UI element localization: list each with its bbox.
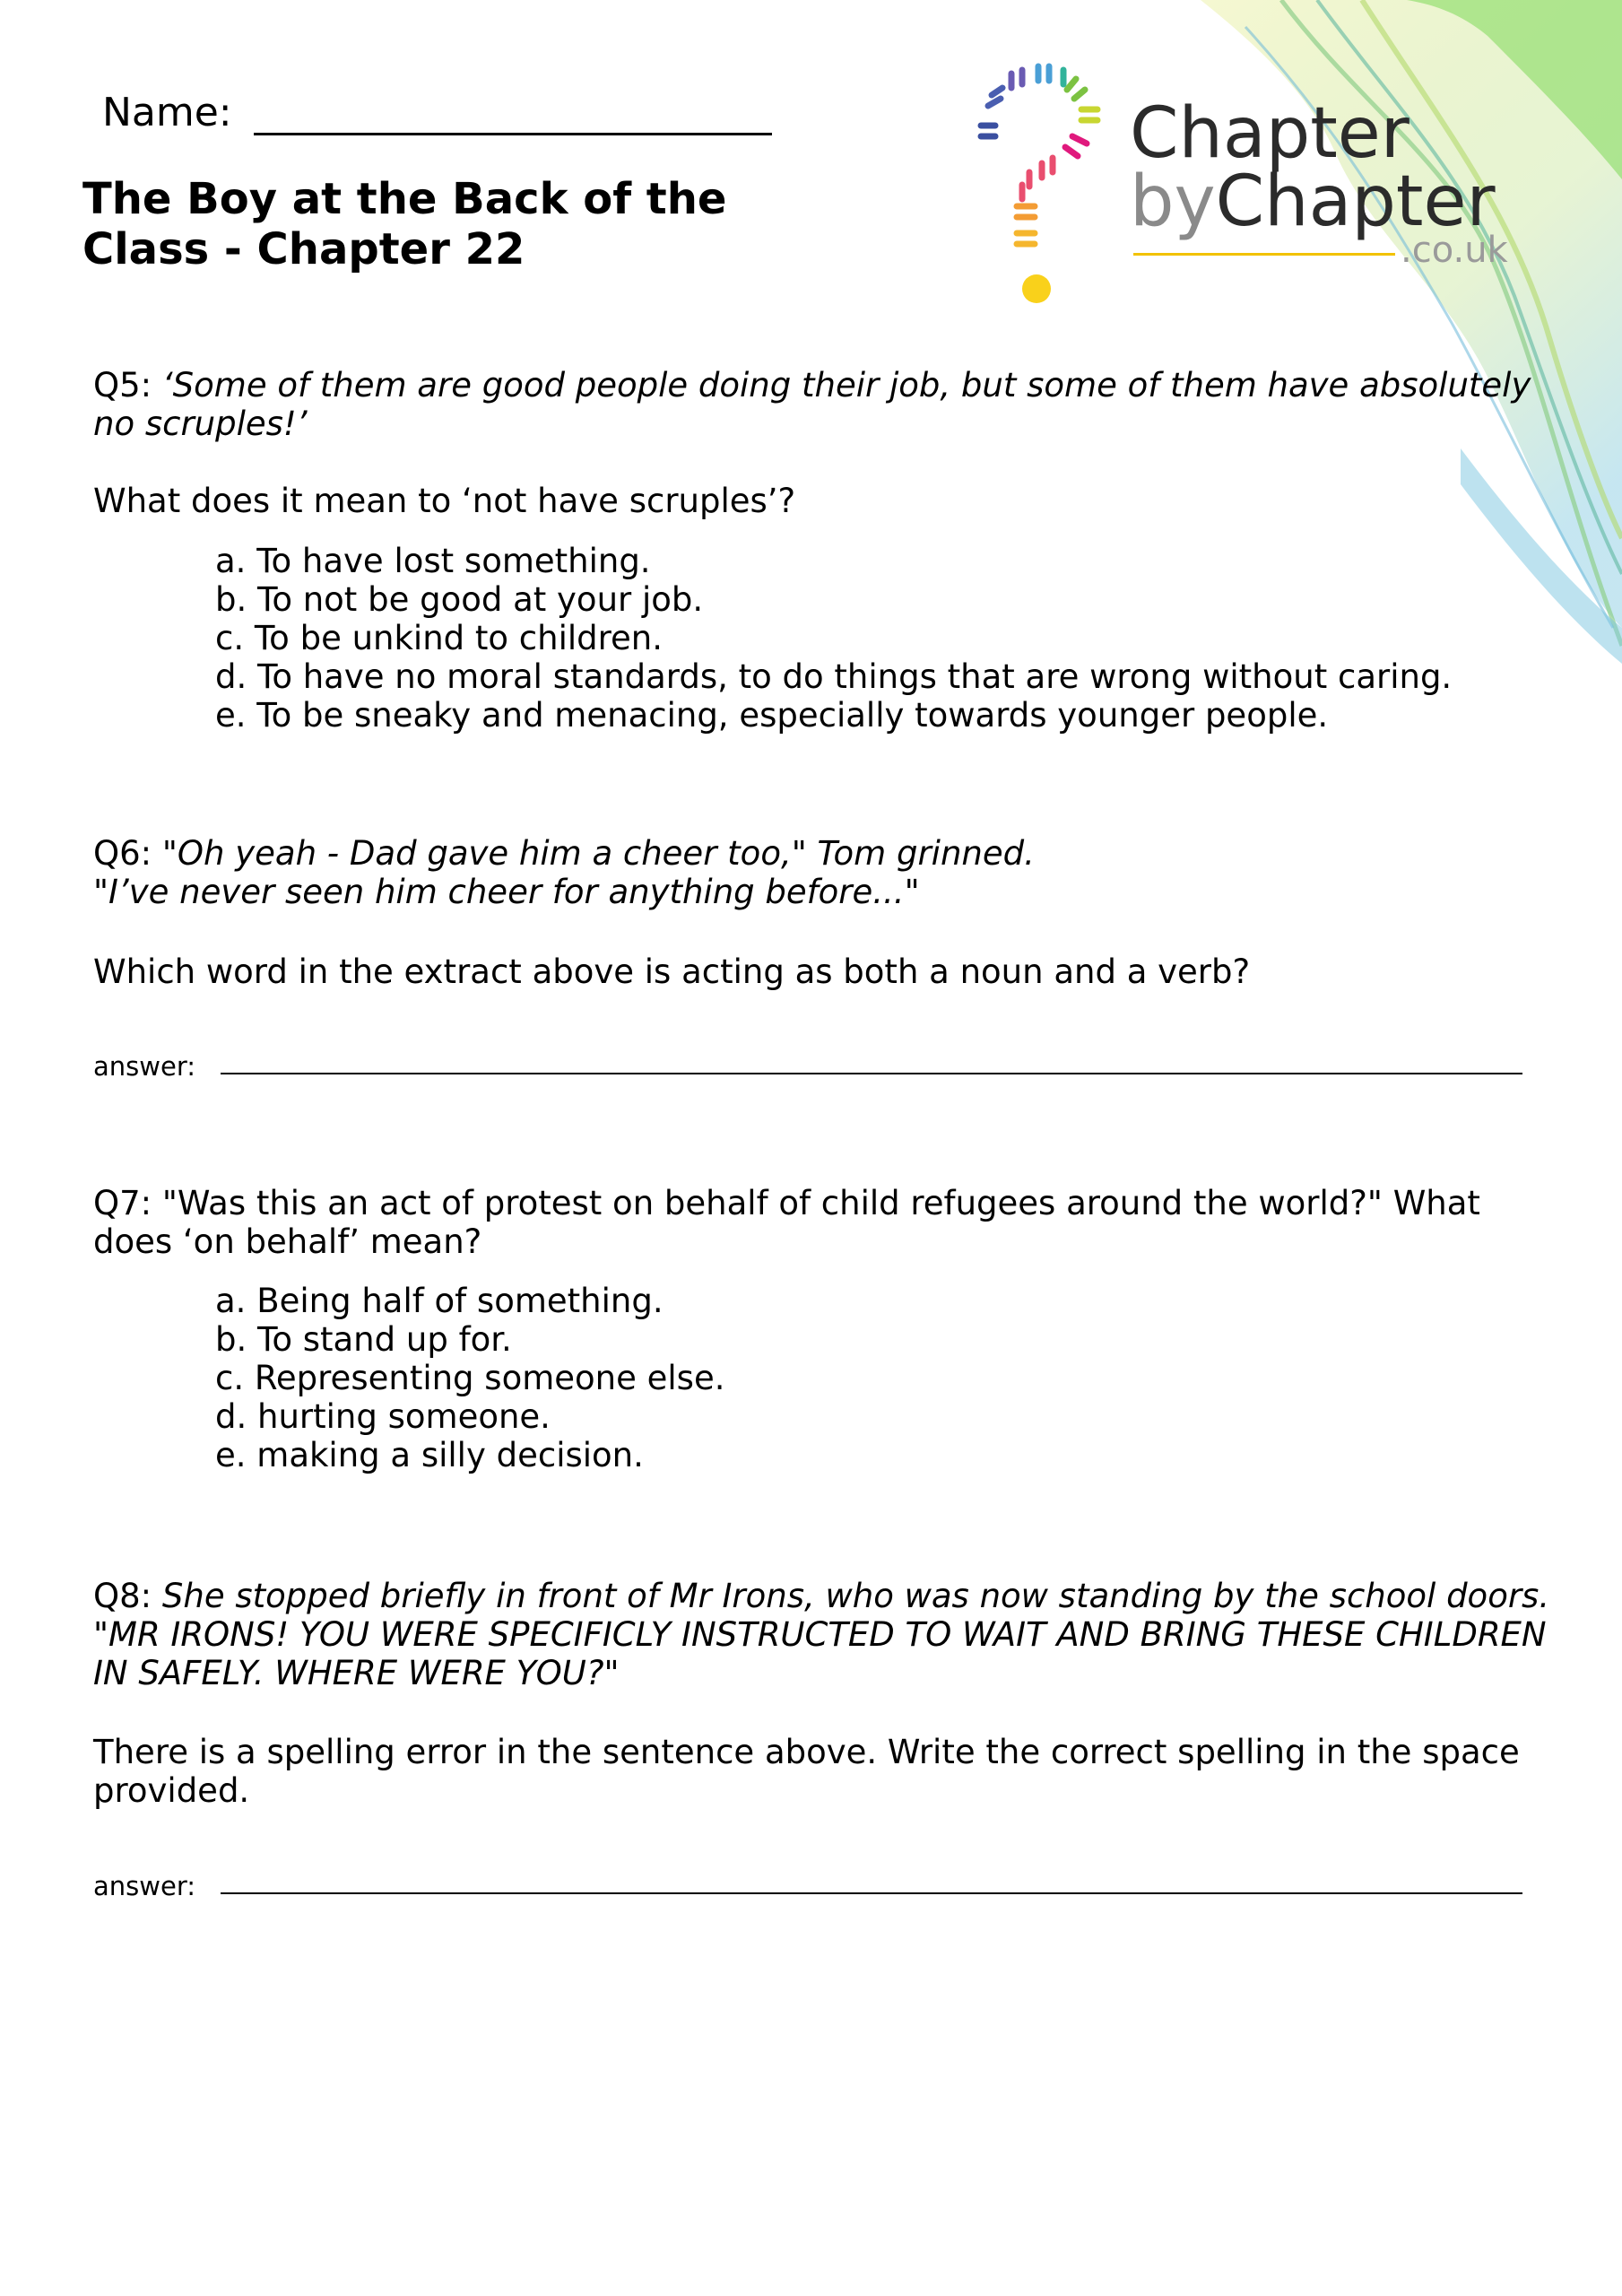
option-a[interactable]: a. To have lost something.	[215, 542, 651, 580]
question-8-quote-line-3: IN SAFELY. WHERE WERE YOU?"	[93, 1654, 620, 1692]
answer-line[interactable]	[221, 1892, 1522, 1894]
question-5-prompt: What does it mean to ‘not have scruples’?	[93, 482, 796, 520]
option-e[interactable]: e. To be sneaky and menacing, especially towards younger people.	[215, 696, 1329, 735]
chapter-by-chapter-logo	[965, 54, 1557, 314]
question-8-prompt-line-2: provided.	[93, 1771, 250, 1810]
option-d[interactable]: d. hurting someone.	[215, 1397, 551, 1436]
option-a[interactable]: a. Being half of something.	[215, 1282, 664, 1320]
option-b[interactable]: b. To not be good at your job.	[215, 580, 704, 619]
logo-text-by: by	[1130, 161, 1216, 242]
question-7-options	[215, 1282, 724, 1474]
question-7	[93, 1184, 1480, 1261]
question-5-quote-line-2: no scruples!’	[93, 404, 308, 443]
option-b[interactable]: b. To stand up for.	[215, 1320, 512, 1359]
question-number: Q7:	[93, 1184, 152, 1222]
question-mark-books-icon	[965, 54, 1117, 314]
logo-text-chapter: Chapter	[1130, 93, 1409, 174]
question-quote: "Oh yeah - Dad gave him a cheer too," Tom grinned.	[161, 834, 1035, 873]
question-8-quote-line-2: "MR IRONS! YOU WERE SPECIFICLY INSTRUCTED TO WAIT AND BRING THESE CHILDREN	[93, 1615, 1547, 1654]
question-6-prompt: Which word in the extract above is acting as both a noun and a verb?	[93, 952, 1251, 991]
answer-line[interactable]	[221, 1073, 1522, 1074]
answer-label: answer:	[93, 1871, 196, 1901]
question-5-options	[215, 542, 1452, 735]
question-8-answer[interactable]	[93, 1871, 195, 1901]
answer-label: answer:	[93, 1051, 196, 1082]
question-text: "Was this an act of protest on behalf of child refugees around the world?" What	[161, 1184, 1480, 1222]
page-title	[82, 174, 726, 274]
name-label: Name:	[102, 90, 232, 135]
question-5-quote-line-1	[93, 366, 1531, 404]
question-number: Q8:	[93, 1577, 152, 1615]
option-c[interactable]: c. To be unkind to children.	[215, 619, 664, 657]
logo-text-chapter-2: Chapter	[1215, 161, 1496, 242]
question-quote: ‘Some of them are good people doing their job, but some of them have absolutely	[161, 366, 1531, 404]
question-number: Q6:	[93, 834, 152, 873]
question-6-quote-line-1	[93, 834, 1035, 873]
option-e[interactable]: e. making a silly decision.	[215, 1436, 644, 1474]
question-6	[93, 834, 1035, 911]
logo-text-domain: .co.uk	[1401, 230, 1508, 271]
question-7-prompt-line-2: does ‘on behalf’ mean?	[93, 1222, 482, 1261]
title-line-1: The Boy at the Back of the	[82, 174, 727, 224]
question-quote: She stopped briefly in front of Mr Irons, who was now standing by the school doors.	[161, 1577, 1550, 1615]
title-line-2: Class - Chapter 22	[82, 224, 525, 274]
name-field[interactable]	[102, 88, 772, 135]
name-blank-line[interactable]	[254, 88, 772, 135]
question-8-prompt-line-1: There is a spelling error in the sentence above. Write the correct spelling in the space	[93, 1733, 1520, 1771]
option-c[interactable]: c. Representing someone else.	[215, 1359, 725, 1397]
question-8-quote-line-1	[93, 1577, 1549, 1615]
question-8-prompt	[93, 1733, 1520, 1810]
question-6-answer[interactable]	[93, 1051, 195, 1082]
question-5	[93, 366, 1531, 443]
option-d[interactable]: d. To have no moral standards, to do things that are wrong without caring.	[215, 657, 1453, 696]
question-6-quote-line-2: "I’ve never seen him cheer for anything before..."	[93, 873, 920, 911]
logo-underline	[1133, 253, 1395, 256]
question-7-prompt-line-1	[93, 1184, 1480, 1222]
question-number: Q5:	[93, 366, 152, 404]
question-8	[93, 1577, 1549, 1692]
